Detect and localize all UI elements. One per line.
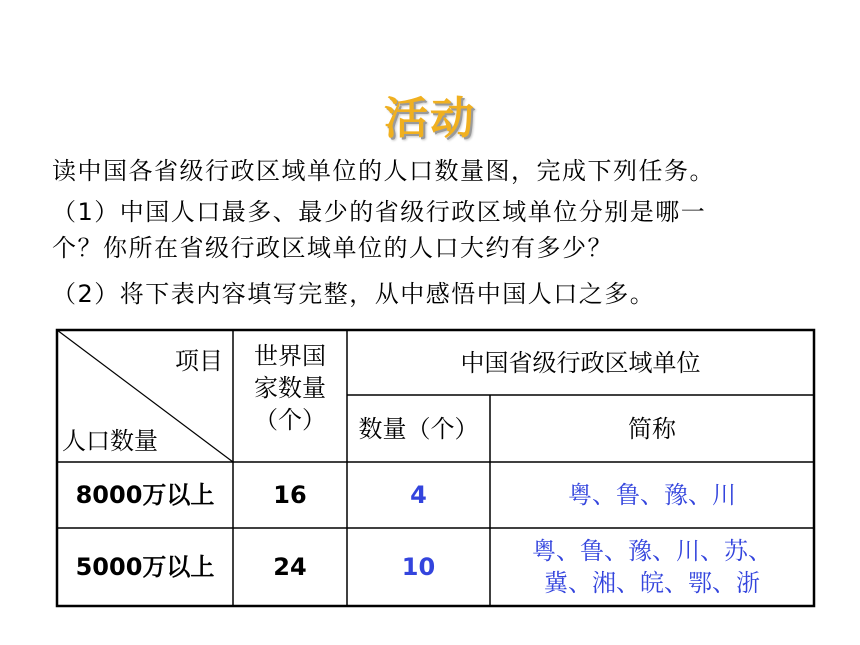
china-header: 中国省级行政区域单位	[460, 348, 701, 377]
world-header-line-3: （个）	[254, 406, 326, 434]
world-header-line-1: 世界国	[254, 342, 326, 370]
row-1-abbr-line-1: 粤、鲁、豫、川	[568, 481, 736, 509]
row-2-abbr-line-1: 粤、鲁、豫、川、苏、	[532, 537, 772, 565]
row-2-world-count: 24	[273, 553, 307, 581]
intro-line-3: 个？你所在省级行政区域单位的人口大约有多少？	[52, 234, 613, 262]
count-header: 数量（个）	[358, 414, 479, 443]
intro-line-2: （1）中国人口最多、最少的省级行政区域单位分别是哪一	[52, 198, 707, 226]
abbr-header: 简称	[628, 414, 676, 443]
page-title: 活动	[384, 93, 476, 144]
intro-line-1: 读中国各省级行政区域单位的人口数量图，完成下列任务。	[52, 157, 715, 185]
row-2-label: 5000万以上	[75, 553, 215, 581]
row-2-abbr-line-2: 冀、湘、皖、鄂、浙	[544, 569, 760, 597]
intro-line-4: （2）将下表内容填写完整，从中感悟中国人口之多。	[52, 280, 656, 308]
corner-header-population: 人口数量	[62, 427, 158, 455]
row-1-abbr	[490, 462, 814, 528]
row-1-province-count: 4	[410, 481, 427, 509]
row-1-label: 8000万以上	[75, 481, 215, 509]
corner-header-item: 项目	[175, 347, 223, 375]
world-count-header	[233, 340, 347, 436]
row-2-province-count: 10	[401, 553, 436, 581]
row-2-abbr	[490, 528, 814, 606]
world-header-line-2: 家数量	[254, 374, 326, 402]
row-1-world-count: 16	[273, 481, 307, 509]
